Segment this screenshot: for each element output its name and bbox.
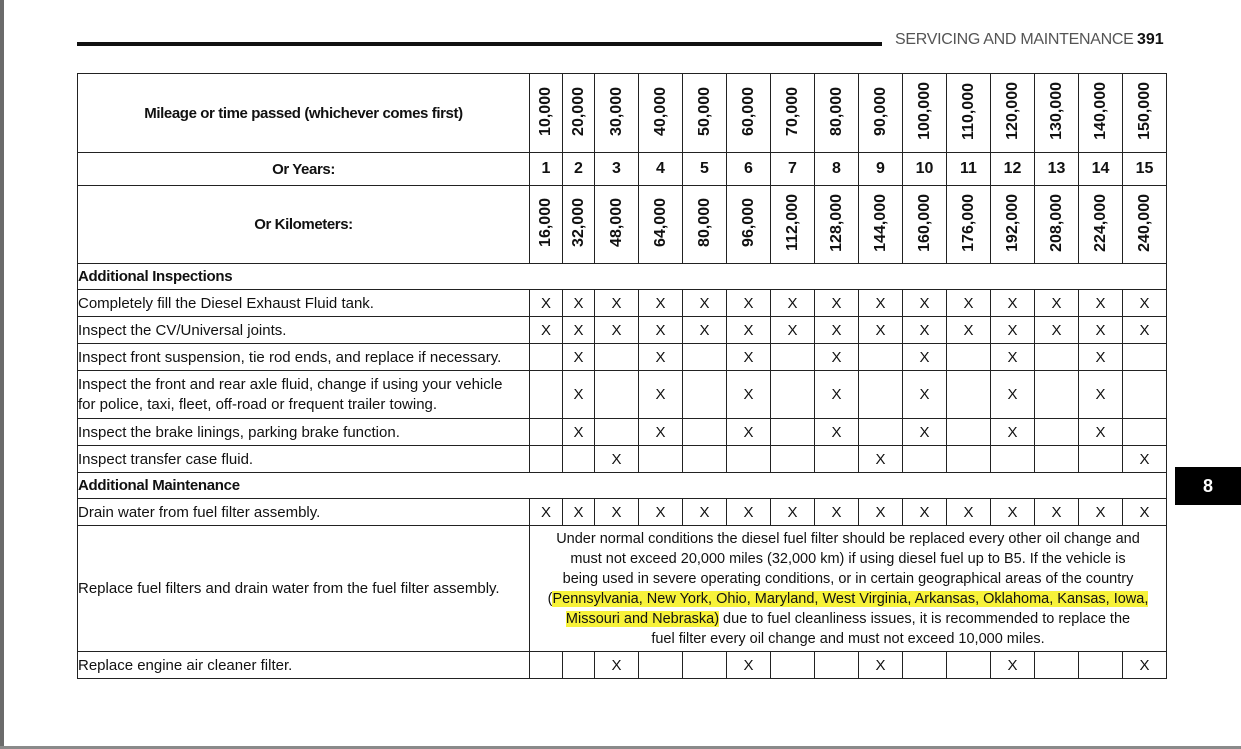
interval-mark: X <box>639 344 683 371</box>
interval-mark: X <box>815 499 859 526</box>
interval-mark <box>683 371 727 419</box>
mileage-row-cell <box>727 74 771 153</box>
interval-mark <box>563 652 595 679</box>
interval-mark: X <box>639 419 683 446</box>
interval-mark <box>1035 419 1079 446</box>
mileage-row-cell <box>683 74 727 153</box>
kilometers-row-cell <box>639 186 683 264</box>
kilometers-row-value: 64,000 <box>651 198 669 247</box>
interval-mark: X <box>859 317 903 344</box>
years-row-cell: 2 <box>563 153 595 186</box>
interval-mark: X <box>683 290 727 317</box>
interval-mark: X <box>815 419 859 446</box>
mileage-row-cell <box>1123 74 1167 153</box>
interval-mark <box>1123 419 1167 446</box>
interval-mark <box>530 652 563 679</box>
interval-mark <box>947 419 991 446</box>
task-label: Inspect the CV/Universal joints. <box>78 317 530 344</box>
kilometers-row-value: 192,000 <box>1003 193 1021 252</box>
mileage-row-value: 20,000 <box>569 86 587 136</box>
task-label: Inspect transfer case fluid. <box>78 446 530 473</box>
interval-mark: X <box>1035 499 1079 526</box>
interval-mark: X <box>947 499 991 526</box>
kilometers-row-value: 240,000 <box>1135 193 1153 252</box>
note-line <box>530 609 1166 629</box>
interval-mark: X <box>595 652 639 679</box>
schedule-row <box>78 290 1167 317</box>
years-row-cell: 3 <box>595 153 639 186</box>
interval-mark <box>859 344 903 371</box>
interval-mark: X <box>1123 499 1167 526</box>
page-left-border <box>0 0 4 749</box>
interval-mark: X <box>1123 652 1167 679</box>
kilometers-row-cell <box>683 186 727 264</box>
kilometers-row-cell <box>1123 186 1167 264</box>
section-title: Additional Inspections <box>78 264 1167 290</box>
task-label: Inspect front suspension, tie rod ends, and replace if necessary. <box>78 344 530 371</box>
years-row <box>78 153 1167 186</box>
interval-mark: X <box>903 371 947 419</box>
interval-mark <box>639 652 683 679</box>
chapter-tab: 8 <box>1175 467 1241 505</box>
interval-mark <box>1123 371 1167 419</box>
years-row-cell: 9 <box>859 153 903 186</box>
interval-mark: X <box>859 652 903 679</box>
kilometers-row-cell <box>947 186 991 264</box>
mileage-row-value: 90,000 <box>871 86 889 136</box>
maintenance-schedule-table <box>77 73 1167 679</box>
interval-mark <box>771 371 815 419</box>
mileage-row-value: 100,000 <box>915 82 933 140</box>
interval-mark: X <box>727 344 771 371</box>
interval-mark: X <box>815 290 859 317</box>
fuel-filter-note <box>530 526 1167 652</box>
mileage-row-value: 120,000 <box>1003 82 1021 140</box>
interval-mark: X <box>639 317 683 344</box>
note-text: ( <box>547 590 553 607</box>
interval-mark <box>639 446 683 473</box>
interval-mark <box>1035 446 1079 473</box>
interval-mark: X <box>903 344 947 371</box>
interval-mark: X <box>1035 317 1079 344</box>
interval-mark: X <box>1079 419 1123 446</box>
interval-mark: X <box>563 371 595 419</box>
interval-mark <box>1123 344 1167 371</box>
years-row-cell: 1 <box>530 153 563 186</box>
mileage-row-cell <box>530 74 563 153</box>
schedule-row <box>78 344 1167 371</box>
years-row-cell: 14 <box>1079 153 1123 186</box>
kilometers-row-value: 112,000 <box>783 194 801 251</box>
interval-mark <box>683 652 727 679</box>
years-row-cell: 11 <box>947 153 991 186</box>
highlighted-states-text: Missouri and Nebraska) <box>565 610 720 627</box>
interval-mark: X <box>991 344 1035 371</box>
interval-mark: X <box>595 290 639 317</box>
interval-mark <box>947 371 991 419</box>
years-row-cell: 15 <box>1123 153 1167 186</box>
task-label <box>78 371 530 419</box>
kilometers-row-cell <box>1079 186 1123 264</box>
mileage-row-value: 150,000 <box>1135 82 1153 140</box>
years-row-cell: 4 <box>639 153 683 186</box>
task-label-line: Inspect the front and rear axle fluid, change if using your vehicle <box>78 375 503 393</box>
interval-mark: X <box>815 371 859 419</box>
highlighted-states-text: Pennsylvania, New York, Ohio, Maryland, West Virginia, Arkansas, Oklahoma, Kansas, Iowa, <box>552 590 1149 607</box>
interval-mark: X <box>859 499 903 526</box>
interval-mark <box>595 344 639 371</box>
interval-mark: X <box>771 290 815 317</box>
interval-mark: X <box>1035 290 1079 317</box>
kilometers-row-cell <box>991 186 1035 264</box>
interval-mark: X <box>815 344 859 371</box>
mileage-row-value: 60,000 <box>739 86 757 136</box>
interval-mark: X <box>595 446 639 473</box>
interval-mark <box>1035 371 1079 419</box>
mileage-row-cell <box>1035 74 1079 153</box>
interval-mark: X <box>859 446 903 473</box>
mileage-row-value: 110,000 <box>959 82 977 140</box>
interval-mark: X <box>1079 344 1123 371</box>
task-label: Replace engine air cleaner filter. <box>78 652 530 679</box>
kilometers-row-value: 208,000 <box>1047 193 1065 252</box>
section-title: SERVICING AND MAINTENANCE <box>895 31 1134 48</box>
task-label-line: for police, taxi, fleet, off-road or frequent trailer towing. <box>78 395 438 413</box>
interval-mark <box>859 419 903 446</box>
interval-mark: X <box>595 317 639 344</box>
kilometers-row-cell <box>727 186 771 264</box>
header-rule <box>77 42 882 46</box>
interval-mark <box>815 446 859 473</box>
mileage-row-cell <box>1079 74 1123 153</box>
interval-mark <box>683 419 727 446</box>
interval-mark: X <box>991 419 1035 446</box>
interval-mark: X <box>1123 290 1167 317</box>
interval-mark <box>1079 652 1123 679</box>
kilometers-row-value: 80,000 <box>695 198 713 247</box>
kilometers-row-value: 176,000 <box>959 193 977 252</box>
interval-mark: X <box>563 290 595 317</box>
interval-mark <box>947 652 991 679</box>
interval-mark: X <box>1079 371 1123 419</box>
years-row-cell: 7 <box>771 153 815 186</box>
interval-mark: X <box>815 317 859 344</box>
interval-mark: X <box>947 317 991 344</box>
interval-mark <box>771 419 815 446</box>
note-text: must not exceed 20,000 miles (32,000 km) if using diesel fuel up to B5. If the vehicle is <box>570 550 1126 567</box>
mileage-row-cell <box>947 74 991 153</box>
mileage-row-value: 40,000 <box>651 86 669 136</box>
interval-mark <box>903 652 947 679</box>
interval-mark: X <box>1123 446 1167 473</box>
mileage-row-label: Mileage or time passed (whichever comes first) <box>78 74 530 153</box>
note-line <box>530 589 1166 609</box>
mileage-row-cell <box>595 74 639 153</box>
interval-mark: X <box>991 499 1035 526</box>
mileage-row <box>78 74 1167 153</box>
interval-mark <box>595 371 639 419</box>
mileage-row-value: 50,000 <box>695 86 713 136</box>
years-row-cell: 13 <box>1035 153 1079 186</box>
interval-mark: X <box>991 652 1035 679</box>
note-text: due to fuel cleanliness issues, it is recommended to replace the <box>719 610 1131 627</box>
kilometers-row-cell <box>530 186 563 264</box>
kilometers-row-value: 32,000 <box>569 198 587 247</box>
interval-mark: X <box>683 317 727 344</box>
note-text: Under normal conditions the diesel fuel filter should be replaced every other oil change and <box>556 530 1140 547</box>
kilometers-row-value: 144,000 <box>871 193 889 252</box>
interval-mark: X <box>903 290 947 317</box>
interval-mark <box>771 446 815 473</box>
interval-mark <box>815 652 859 679</box>
mileage-row-value: 30,000 <box>607 86 625 136</box>
interval-mark <box>859 371 903 419</box>
interval-mark: X <box>727 652 771 679</box>
mileage-row-cell <box>991 74 1035 153</box>
section-header-row <box>78 264 1167 290</box>
interval-mark: X <box>727 317 771 344</box>
interval-mark: X <box>991 317 1035 344</box>
mileage-row-cell <box>563 74 595 153</box>
mileage-row-value: 130,000 <box>1047 82 1065 140</box>
interval-mark: X <box>771 499 815 526</box>
interval-mark: X <box>727 290 771 317</box>
interval-mark: X <box>563 317 595 344</box>
mileage-row-value: 10,000 <box>537 86 554 136</box>
interval-mark <box>683 344 727 371</box>
note-text: fuel filter every oil change and must not exceed 10,000 miles. <box>651 630 1045 647</box>
interval-mark: X <box>947 290 991 317</box>
interval-mark: X <box>530 317 563 344</box>
schedule-row <box>78 371 1167 419</box>
years-row-cell: 12 <box>991 153 1035 186</box>
interval-mark: X <box>530 290 563 317</box>
interval-mark: X <box>639 290 683 317</box>
interval-mark: X <box>903 419 947 446</box>
kilometers-row-value: 160,000 <box>915 193 933 252</box>
interval-mark <box>595 419 639 446</box>
mileage-row-cell <box>815 74 859 153</box>
interval-mark <box>683 446 727 473</box>
schedule-row <box>78 652 1167 679</box>
interval-mark <box>563 446 595 473</box>
interval-mark <box>530 419 563 446</box>
interval-mark <box>771 652 815 679</box>
interval-mark <box>1079 446 1123 473</box>
interval-mark: X <box>530 499 563 526</box>
note-text: being used in severe operating conditions, or in certain geographical areas of the country <box>562 570 1134 587</box>
interval-mark: X <box>563 344 595 371</box>
interval-mark: X <box>727 499 771 526</box>
note-line <box>530 569 1166 589</box>
section-header-row <box>78 473 1167 499</box>
schedule-row <box>78 499 1167 526</box>
section-title: Additional Maintenance <box>78 473 1167 499</box>
task-label: Drain water from fuel filter assembly. <box>78 499 530 526</box>
interval-mark: X <box>903 499 947 526</box>
interval-mark <box>1035 344 1079 371</box>
schedule-row <box>78 446 1167 473</box>
schedule-row <box>78 526 1167 652</box>
note-line <box>530 529 1166 549</box>
mileage-row-value: 140,000 <box>1091 82 1109 140</box>
note-line <box>530 549 1166 569</box>
mileage-row-value: 80,000 <box>827 86 845 136</box>
interval-mark <box>903 446 947 473</box>
mileage-row-cell <box>903 74 947 153</box>
kilometers-row <box>78 186 1167 264</box>
interval-mark: X <box>1079 499 1123 526</box>
interval-mark: X <box>1123 317 1167 344</box>
interval-mark: X <box>563 419 595 446</box>
years-row-cell: 8 <box>815 153 859 186</box>
task-label: Completely fill the Diesel Exhaust Fluid tank. <box>78 290 530 317</box>
kilometers-row-value: 16,000 <box>537 198 554 247</box>
note-line <box>530 629 1166 649</box>
interval-mark: X <box>771 317 815 344</box>
kilometers-row-cell <box>1035 186 1079 264</box>
task-label: Inspect the brake linings, parking brake function. <box>78 419 530 446</box>
interval-mark <box>530 344 563 371</box>
interval-mark <box>727 446 771 473</box>
interval-mark: X <box>1079 317 1123 344</box>
page-number: 391 <box>1137 31 1164 48</box>
interval-mark: X <box>727 371 771 419</box>
kilometers-row-cell <box>903 186 947 264</box>
interval-mark <box>1035 652 1079 679</box>
kilometers-row-cell <box>595 186 639 264</box>
schedule-row <box>78 317 1167 344</box>
interval-mark: X <box>683 499 727 526</box>
interval-mark: X <box>727 419 771 446</box>
kilometers-row-cell <box>771 186 815 264</box>
interval-mark <box>991 446 1035 473</box>
mileage-row-value: 70,000 <box>783 86 801 136</box>
interval-mark: X <box>1079 290 1123 317</box>
task-label: Replace fuel filters and drain water from the fuel filter assembly. <box>78 526 530 652</box>
mileage-row-cell <box>771 74 815 153</box>
interval-mark: X <box>859 290 903 317</box>
interval-mark: X <box>903 317 947 344</box>
kilometers-row-value: 96,000 <box>739 198 757 247</box>
years-row-cell: 10 <box>903 153 947 186</box>
years-row-cell: 6 <box>727 153 771 186</box>
kilometers-row-cell <box>859 186 903 264</box>
interval-mark: X <box>639 371 683 419</box>
schedule-row <box>78 419 1167 446</box>
years-row-label: Or Years: <box>78 153 530 186</box>
interval-mark: X <box>595 499 639 526</box>
interval-mark: X <box>991 290 1035 317</box>
kilometers-row-cell <box>815 186 859 264</box>
kilometers-row-cell <box>563 186 595 264</box>
kilometers-row-label: Or Kilometers: <box>78 186 530 264</box>
kilometers-row-value: 128,000 <box>827 193 845 252</box>
mileage-row-cell <box>859 74 903 153</box>
kilometers-row-value: 224,000 <box>1091 193 1109 252</box>
kilometers-row-value: 48,000 <box>607 198 625 247</box>
interval-mark <box>947 344 991 371</box>
interval-mark: X <box>991 371 1035 419</box>
interval-mark <box>771 344 815 371</box>
mileage-row-cell <box>639 74 683 153</box>
interval-mark <box>947 446 991 473</box>
interval-mark <box>530 371 563 419</box>
interval-mark: X <box>563 499 595 526</box>
years-row-cell: 5 <box>683 153 727 186</box>
interval-mark <box>530 446 563 473</box>
interval-mark: X <box>639 499 683 526</box>
